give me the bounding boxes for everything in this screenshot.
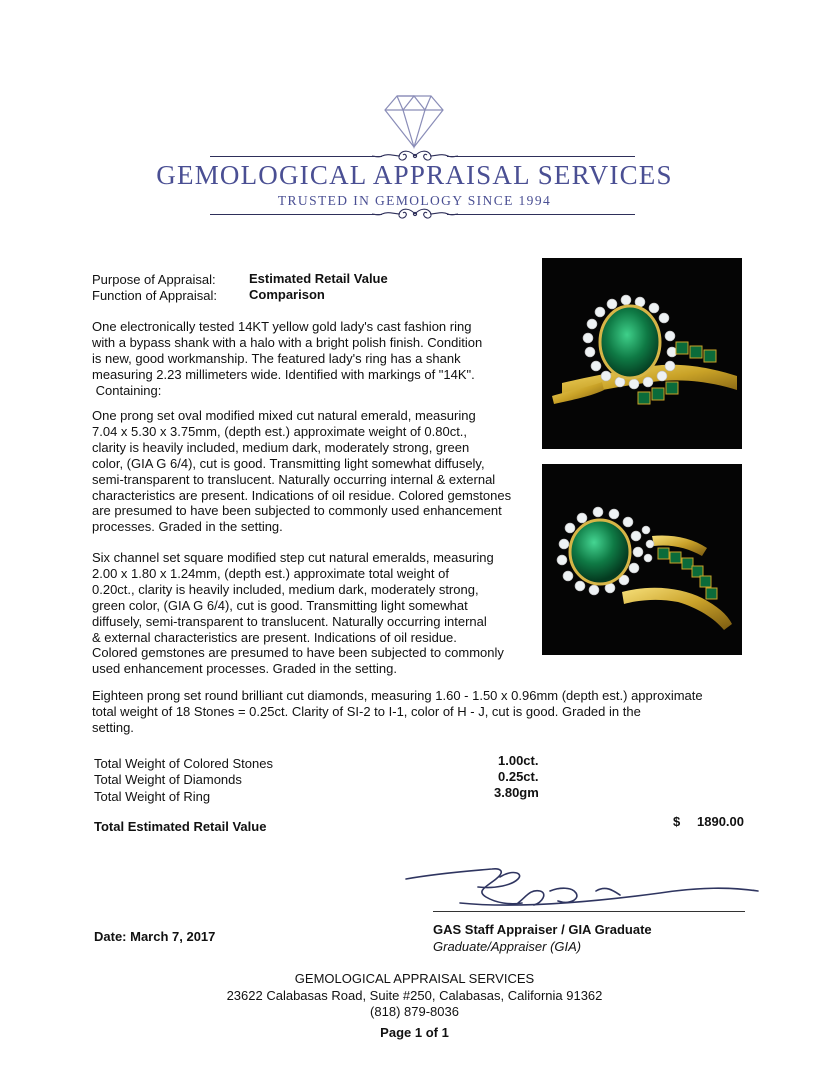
text-line: with a bypass shank with a halo with a bright polish finish. Condition xyxy=(92,334,483,350)
page-number: Page 1 of 1 xyxy=(380,1025,449,1040)
total-ring-weight-value: 3.80gm xyxy=(494,785,539,800)
text-line: measuring 2.23 millimeters wide. Identified with markings of "14K". xyxy=(92,366,475,382)
appraiser-title: GAS Staff Appraiser / GIA Graduate xyxy=(433,922,652,937)
text-line: used enhancement processes. Graded in the setting. xyxy=(92,661,397,677)
text-line: diffusely, semi-transparent to translucent. Naturally occurring internal xyxy=(92,613,487,629)
header-rule-bottom-left xyxy=(210,214,382,215)
text-line: characteristics are present. Indications of oil residue. Colored gemstones xyxy=(92,487,512,503)
total-diamonds-label: Total Weight of Diamonds xyxy=(94,772,242,787)
text-line: One prong set oval modified mixed cut natural emerald, measuring xyxy=(92,408,476,423)
footer-company: GEMOLOGICAL APPRAISAL SERVICES xyxy=(294,971,535,986)
footer-phone: (818) 879-8036 xyxy=(370,1004,459,1019)
text-line: is new, good workmanship. The featured lady's ring has a shank xyxy=(92,350,461,366)
retail-currency: $ xyxy=(673,814,681,829)
text-line: & external characteristics are present. Indications of oil residue. xyxy=(92,629,457,645)
header-rule-top-left xyxy=(210,156,382,157)
emerald-ring-image-icon xyxy=(542,258,742,449)
diamond-logo-icon xyxy=(383,93,445,149)
brand-title: GEMOLOGICAL APPRAISAL SERVICES xyxy=(156,160,673,190)
function-label: Function of Appraisal: xyxy=(92,288,218,303)
purpose-value: Estimated Retail Value xyxy=(249,271,388,286)
text-line: setting. xyxy=(92,720,134,735)
text-line: semi-transparent to translucent. Naturally occurring internal & external xyxy=(92,471,496,487)
brand-tagline: TRUSTED IN GEMOLOGY SINCE 1994 xyxy=(277,193,552,208)
diamonds-description xyxy=(92,688,752,736)
text-line: total weight of 18 Stones = 0.25ct. Clarity of SI-2 to I-1, color of H - J, cut is good. Graded in the xyxy=(92,704,641,719)
text-line: color, (GIA G 6/4), cut is good. Transmitting light somewhat diffusely, xyxy=(92,455,485,471)
text-line: clarity is heavily included, medium dark, moderately strong, green xyxy=(92,439,470,455)
text-line: 7.04 x 5.30 x 3.75mm, (depth est.) approximate weight of 0.80ct., xyxy=(92,423,468,439)
purpose-label: Purpose of Appraisal: xyxy=(92,272,216,287)
scroll-ornament-bottom-icon xyxy=(370,207,460,221)
function-value: Comparison xyxy=(249,287,325,302)
text-line: green color, (GIA G 6/4), cut is good. Transmitting light somewhat xyxy=(92,597,468,613)
appraiser-subtitle: Graduate/Appraiser (GIA) xyxy=(433,939,582,954)
appraisal-date: Date: March 7, 2017 xyxy=(94,929,216,944)
emerald-ring-image-icon xyxy=(542,464,742,655)
text-line: processes. Graded in the setting. xyxy=(92,519,283,535)
total-colored-stones-value: 1.00ct. xyxy=(498,753,539,768)
channel-emeralds-description xyxy=(92,550,537,677)
center-emerald-description xyxy=(92,408,537,535)
header-rule-bottom-right xyxy=(447,214,635,215)
signature-line xyxy=(433,911,745,912)
text-line: Six channel set square modified step cut natural emeralds, measuring xyxy=(92,550,494,565)
total-colored-stones-label: Total Weight of Colored Stones xyxy=(94,756,273,771)
appraiser-signature-icon xyxy=(400,857,760,917)
total-diamonds-value: 0.25ct. xyxy=(498,769,539,784)
text-line: 2.00 x 1.80 x 1.24mm, (depth est.) approximate total weight of xyxy=(92,565,449,581)
retail-value-label: Total Estimated Retail Value xyxy=(94,819,267,834)
ring-description xyxy=(92,319,532,399)
total-ring-weight-label: Total Weight of Ring xyxy=(94,789,211,804)
text-line: Eighteen prong set round brilliant cut diamonds, measuring 1.60 - 1.50 x 0.96mm (depth est.) approximate xyxy=(92,688,703,703)
retail-amount: 1890.00 xyxy=(697,814,744,829)
footer-address: 23622 Calabasas Road, Suite #250, Calabasas, California 91362 xyxy=(226,988,603,1003)
text-line: 0.20ct., clarity is heavily included, medium dark, moderately strong, xyxy=(92,581,479,597)
text-line: are presumed to have been subjected to commonly used enhancement xyxy=(92,503,502,519)
ring-photo-angled-view xyxy=(542,464,742,655)
text-line: Containing: xyxy=(92,382,162,398)
text-line: One electronically tested 14KT yellow gold lady's cast fashion ring xyxy=(92,319,472,334)
ring-photo-top-view xyxy=(542,258,742,449)
text-line: Colored gemstones are presumed to have been subjected to commonly xyxy=(92,645,504,661)
header-rule-top-right xyxy=(447,156,635,157)
